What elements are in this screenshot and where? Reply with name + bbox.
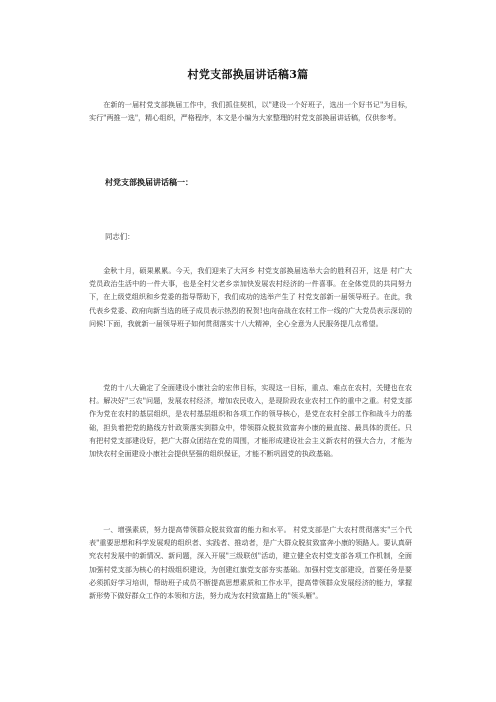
body-paragraph-2: 党的十八大确定了全面建设小康社会的宏伟目标，实现这一目标，重点、难点在农村，关键也在农村。解决好"三农"问题，发展农村经济，增加农民收入，是现阶段农业农村工作的重中之重。村党支部作为党在农村的基层组织，是农村基层组织和各项工作的领导核心，是党在农村全部工作和战斗力的基础，担负着把党的路线方针政策落实到群众中，带领群众脱贫致富奔小康的最直接、最具体的责任。只有把村党支部建设好，把广大群众团结在党的周围，才能形成建设社会主义新农村的强大合力，才能为加快农村全面建设小康社会提供坚强的组织保证，才能不断巩固党的执政基础。 <box>89 383 412 459</box>
intro-paragraph: 在新的一届村党支部换届工作中，我们抓住契机，以"建设一个好班子，选出一个好书记"为目标，实行"两推一选"，精心组织，严格程序，本文是小编为大家整理的村党支部换届讲话稿，仅供参考。 <box>89 100 412 123</box>
body-paragraph-1: 金秋十月，硕果累累。今天，我们迎来了大河乡 村党支部换届选举大会的胜利召开，这是 村广大党员政治生活中的一件大事，也是全村父老乡亲加快发展农村经济的一件喜事。在全体党员的共同努力下，在上级党组织和乡党委的指导帮助下，我们成功的选举产生了 村党支部新一届领导班子。在此，我代表乡党委、政府向新当选的班子成员表示热烈的祝贺!也向奋战在农村工作一线的广大党员表示深切的问候!下面，我就新一届领导班子如何贯彻落实十八大精神，全心全意为人民服务提几点希望。 <box>89 266 412 328</box>
section-heading: 村党支部换届讲话稿一： <box>105 177 193 187</box>
document-title: 村党支部换届讲话稿3篇 <box>187 68 309 81</box>
salutation: 同志们： <box>105 232 135 241</box>
body-paragraph-3: 一、增强素质，努力提高带领群众脱贫致富的能力和水平。 村党支部是广大农村贯彻落实"三个代表"重要思想和科学发展观的组织者、实践者、推动者，是广大群众脱贫致富奔小康的领路人。要认真研究农村发展中的新情况、新问题，深入开展"三级联创"活动，建立健全农村党支部各项工作机制，全面加强村党支部为核心的村级组织建设，为创建红旗党支部夯实基础。加强村党支部建设，首要任务是要必须抓好学习培训，帮助班子成员不断提高思想素质和工作水平，提高带领群众发展经济的能力，掌握新形势下做好群众工作的本领和方法，努力成为农村致富路上的"领头雁"。 <box>89 525 412 601</box>
